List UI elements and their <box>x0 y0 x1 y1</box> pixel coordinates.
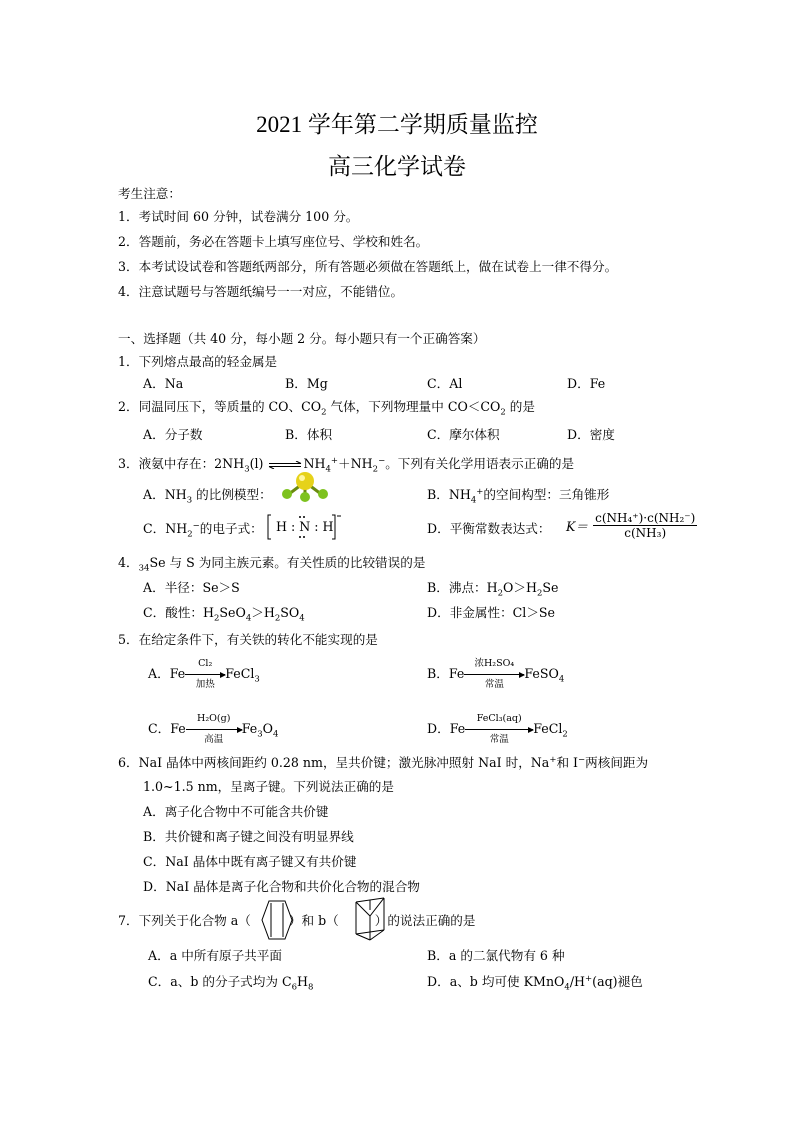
q7-stem: 7．下列关于化合物 a（ ）和 b（ ）的说法正确的是 <box>118 913 476 928</box>
q6-option-b: B．共价键和离子键之间没有明显界线 <box>143 829 354 844</box>
q4-option-c: C．酸性：$H_2SeO_4>H_2SO_4$ <box>143 605 305 624</box>
nh3-ball-model-icon <box>275 470 335 502</box>
q4-option-d: D．非金属性：Cl＞Se <box>427 605 555 620</box>
q6-stem-line1: 6．NaI 晶体中两核间距约 0.28 nm，呈共价键；激光脉冲照射 NaI 时，Na+和 I−两核间距为 <box>118 754 649 770</box>
q5-option-c: C．Fe H₂O(g) 高温 $Fe_3O_4$ <box>148 713 279 745</box>
q7-option-a: A．a 中所有原子共平面 <box>148 948 282 963</box>
q1-option-a: A．Na <box>143 376 184 391</box>
q1-stem: 1．下列熔点最高的轻金属是 <box>118 354 278 369</box>
q3-option-c: C．$NH_2^-$的电子式： <box>143 520 263 540</box>
q2-option-a: A．分子数 <box>143 427 203 442</box>
q1-option-b: B．Mg <box>285 376 328 391</box>
notice-heading: 考生注意： <box>118 186 181 201</box>
q6-stem-line2: 1.0~1.5 nm，呈离子键。下列说法正确的是 <box>143 779 394 794</box>
notice-item-1: 1．考试时间 60 分钟，试卷满分 100 分。 <box>118 209 359 224</box>
q7-option-d: D．a、b 均可使 KMnO$_4$/H+(aq)褪色 <box>427 973 643 993</box>
q2-stem: 2．同温同压下，等质量的 CO、$CO_2$ 气体，下列物理量中 $CO<CO_2$ 的是 <box>118 399 535 418</box>
section-heading: 一、选择题（共 40 分，每小题 2 分。每小题只有一个正确答案） <box>118 331 486 346</box>
notice-item-4: 4．注意试题号与答题纸编号一一对应，不能错位。 <box>118 284 404 299</box>
page-title: 2021 学年第二学期质量监控 <box>256 112 538 137</box>
q2-option-b: B．体积 <box>285 427 333 442</box>
q6-option-c: C．NaI 晶体中既有离子键又有共价键 <box>143 854 357 869</box>
q6-option-d: D．NaI 晶体是离子化合物和共价化合物的混合物 <box>143 879 420 894</box>
q3-stem: 3．液氨中存在：$2NH_3(l)$ $NH_4^++NH_2^-$。下列有关化学用语表示正确的是 <box>118 455 575 475</box>
q4-option-b: B．沸点：$H_2O>H_2Se$ <box>427 580 559 599</box>
compound-a-structure-icon <box>259 898 295 942</box>
notice-item-2: 2．答题前，务必在答题卡上填写座位号、学校和姓名。 <box>118 234 429 249</box>
q5-stem: 5．在给定条件下，有关铁的转化不能实现的是 <box>118 632 378 647</box>
equilibrium-constant: K＝ $\frac{\text{c(NH₄⁺)·c(NH₂⁻)}}{\text{c(NH₃)}}$ <box>566 511 696 540</box>
q5-option-b: B．Fe 浓H₂SO₄ 常温 FeSO$_4$ <box>427 658 565 690</box>
q5-option-d: D．Fe FeCl₃(aq) 常温 FeCl$_2$ <box>427 713 568 745</box>
q2-option-d: D．密度 <box>567 427 615 442</box>
page-subtitle: 高三化学试卷 <box>328 154 466 179</box>
q4-stem: 4．$_{34}$Se 与 S 为同主族元素。有关性质的比较错误的是 <box>118 555 426 574</box>
q3-option-b: B．$NH_4^+$的空间构型：三角锥形 <box>427 486 610 506</box>
q4-option-a: A．半径：Se＞S <box>143 580 240 595</box>
q6-option-a: A．离子化合物中不可能含共价键 <box>143 804 329 819</box>
q3-option-a: A．$NH_3$ 的比例模型： <box>143 487 272 506</box>
q5-option-a: A．Fe Cl₂ 加热 FeCl$_3$ <box>148 658 260 690</box>
q2-option-c: C．摩尔体积 <box>427 427 500 442</box>
q1-option-d: D．Fe <box>567 376 606 391</box>
compound-b-structure-icon <box>352 894 388 944</box>
notice-item-3: 3．本考试设试卷和答题纸两部分，所有答题必须做在答题纸上，做在试卷上一律不得分。 <box>118 259 618 274</box>
electron-formula: H : N : H <box>266 513 342 541</box>
q3-option-d: D．平衡常数表达式： <box>427 521 551 536</box>
q7-option-b: B．a 的二氯代物有 6 种 <box>427 948 565 963</box>
q1-option-c: C．Al <box>427 376 463 391</box>
q7-option-c: C．a、b 的分子式均为 $C_6H_8$ <box>148 974 314 993</box>
